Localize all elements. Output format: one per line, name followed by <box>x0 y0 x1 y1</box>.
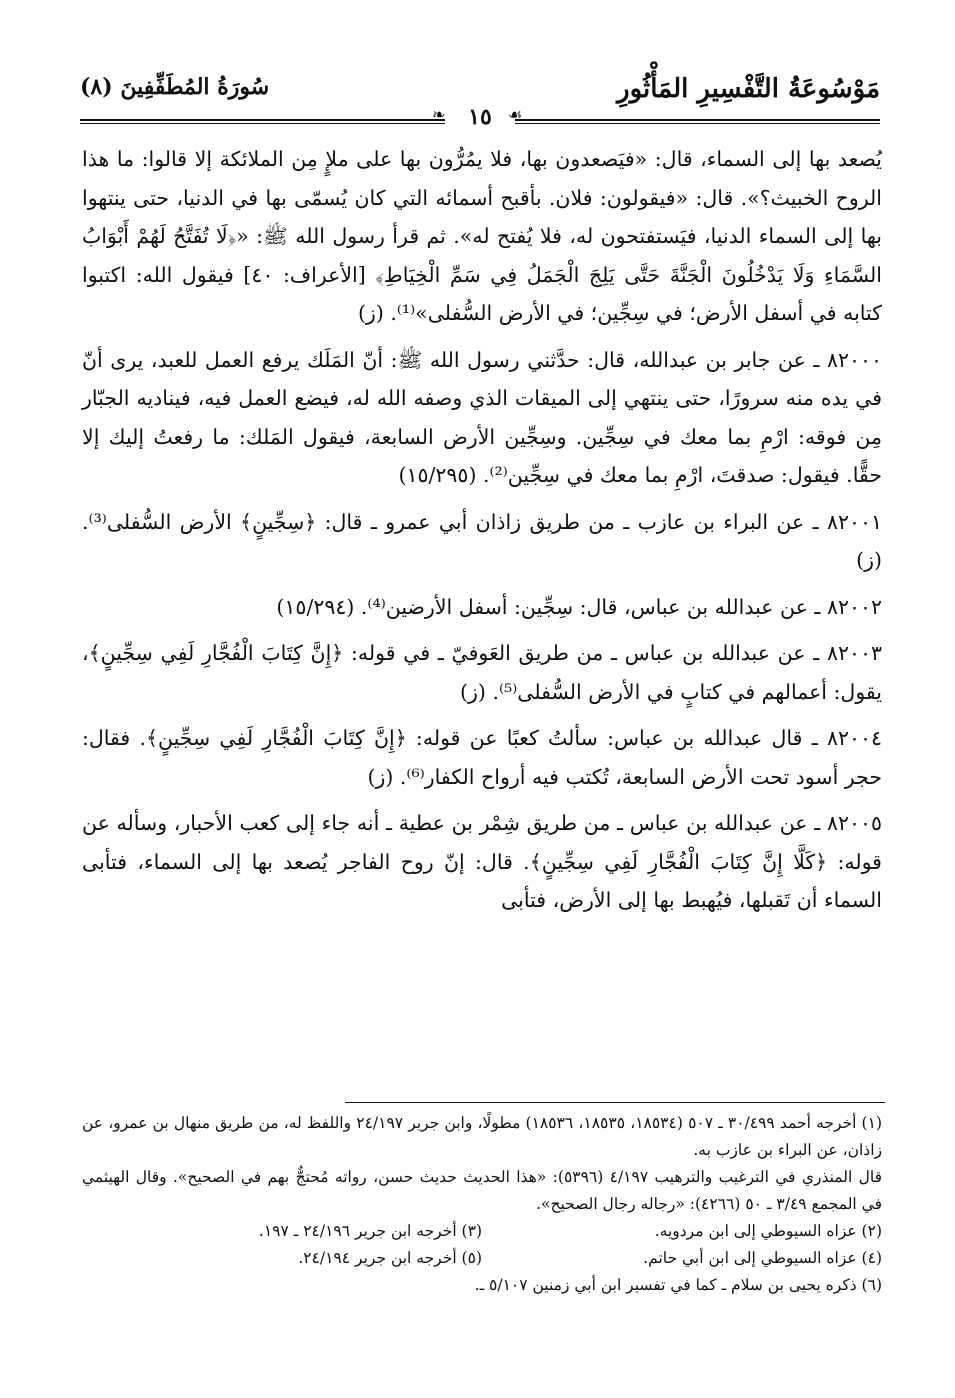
page-number-rule <box>80 104 880 130</box>
footnotes <box>82 1110 882 1299</box>
footnote-rule <box>345 1102 885 1103</box>
footnote: (٦) ذكره يحيى بن سلام ـ كما في تفسير ابن أبي زمنين ٥/١٠٧ ـ. <box>474 1276 882 1294</box>
paragraph: ٨٢٠٠٠ ـ عن جابر بن عبدالله، قال: حدَّثني رسول الله ﷺ: أنّ المَلَك يرفع العمل للعبد، يرى أنّ في يده منه سرورًا، حتى ينتهي إلى الميقات الذي وصفه الله له، فيضع العمل فيه، فيناديه الجبّار مِن فوقه: ارْمِ بما معك في سِجِّين. وسِجِّين الأرض السابعة، فيقول المَلك: ما رفعتُ إليك إلا حقًّا. فيقول: صدقتَ، ارْمِ بما معك في سِجِّين⁽²⁾. (١٥/٢٩٥) <box>82 347 882 487</box>
footnote: قال المنذري في الترغيب والترهيب ٤/١٩٧ (٥٣٩٦): «هذا الحديث حديث حسن، رواته مُحتجٌّ بهم في الصحيح». وقال الهيثمي في المجمع ٣/٤٩ ـ ٥٠ (٤٢٦٦): «رجاله رجال الصحيح». <box>82 1168 882 1213</box>
footnote: (١) أخرجه أحمد ٣٠/٤٩٩ ـ ٥٠٧ (١٨٥٣٤، ١٨٥٣٥، ١٨٥٣٦) مطولًا، وابن جرير ٢٤/١٩٧ واللفظ له، من طريق منهال بن عمرو، عن زاذان، عن البراء بن عازب به. <box>82 1114 882 1159</box>
main-text <box>82 140 882 1090</box>
footnote-row <box>82 1218 882 1245</box>
footnote: (٣) أخرجه ابن جرير ٢٤/١٩٦ ـ ١٩٧. <box>258 1222 482 1240</box>
header-rule-right <box>515 119 880 121</box>
header-rule-left <box>80 119 445 121</box>
paragraph: ٨٢٠٠٣ ـ عن عبدالله بن عباس ـ من طريق العَوفيّ ـ في قوله: ﴿إِنَّ كِتَابَ الْفُجَّارِ لَفِي سِجِّينٍ﴾، يقول: أعمالهم في كتابٍ في الأرض السُّفلى⁽⁵⁾. (ز) <box>82 641 882 704</box>
paragraph: ٨٢٠٠٢ ـ عن عبدالله بن عباس، قال: سِجِّين: أسفل الأرضين⁽⁴⁾. (١٥/٢٩٤) <box>276 594 882 619</box>
ornament-icon: ❧ <box>432 105 446 124</box>
ornament-icon: ☙ <box>508 105 523 124</box>
footnote: (٢) عزاه السيوطي إلى ابن مردويه. <box>654 1222 882 1240</box>
footnote: (٥) أخرجه ابن جرير ٢٤/١٩٤. <box>298 1249 482 1267</box>
page-number: ١٥ <box>468 104 492 130</box>
paragraph: ٨٢٠٠٤ ـ قال عبدالله بن عباس: سألتُ كعبًا عن قوله: ﴿إِنَّ كِتَابَ الْفُجَّارِ لَفِي سِجِّينٍ﴾. فقال: حجر أسود تحت الأرض السابعة، تُكتب فيه أرواح الكفار⁽⁶⁾. (ز) <box>82 726 882 789</box>
footnote: (٤) عزاه السيوطي إلى ابن أبي حاتم. <box>643 1249 882 1267</box>
paragraph: يُصعد بها إلى السماء، قال: «فيَصعدون بها، فلا يمُرُّون بها على ملإٍ مِن الملائكة إلا قالوا: ما هذا الروح الخبيث؟». قال: «فيقولون: فلان. بأقبح أسمائه التي كان يُسمّى بها في الدنيا، حتى ينتهوا بها إلى السماء الدنيا، فيَستفتحون له، فلا يُفتح له». ثم قرأ رسول الله ﷺ: «﴿لَا تُفَتَّحُ لَهُمْ أَبْوَابُ السَّمَاءِ وَلَا يَدْخُلُونَ الْجَنَّةَ حَتَّى يَلِجَ الْجَمَلُ فِي سَمِّ الْخِيَاطِ﴾ [الأعراف: ٤٠] فيقول الله: اكتبوا كتابه في أسفل الأرض؛ في سِجِّين؛ في الأرض السُّفلى»⁽¹⁾. (ز) <box>82 147 882 325</box>
footnote-row <box>82 1245 882 1272</box>
surah-title: سُورَةُ المُطَفِّفِينَ (٨) <box>80 74 270 100</box>
paragraph: ٨٢٠٠١ ـ عن البراء بن عازب ـ من طريق زاذان أبي عمرو ـ قال: ﴿سِجِّينٍ﴾ الأرض السُّفلى⁽³⁾. (ز) <box>82 509 882 572</box>
paragraph: ٨٢٠٠٥ ـ عن عبدالله بن عباس ـ من طريق شِمْر بن عطية ـ أنه جاء إلى كعب الأحبار، وسأله عن قوله: ﴿كَلَّا إِنَّ كِتَابَ الْفُجَّارِ لَفِي سِجِّينٍ﴾. قال: إنّ روح الفاجر يُصعد بها إلى السماء، فتأبى السماء أن تَقبلها، فيُهبط بها إلى الأرض، فتأبى <box>82 811 882 912</box>
page-header <box>80 70 880 134</box>
book-title: مَوْسُوعَةُ التَّفْسِيرِ المَأْثُورِ <box>617 74 880 104</box>
